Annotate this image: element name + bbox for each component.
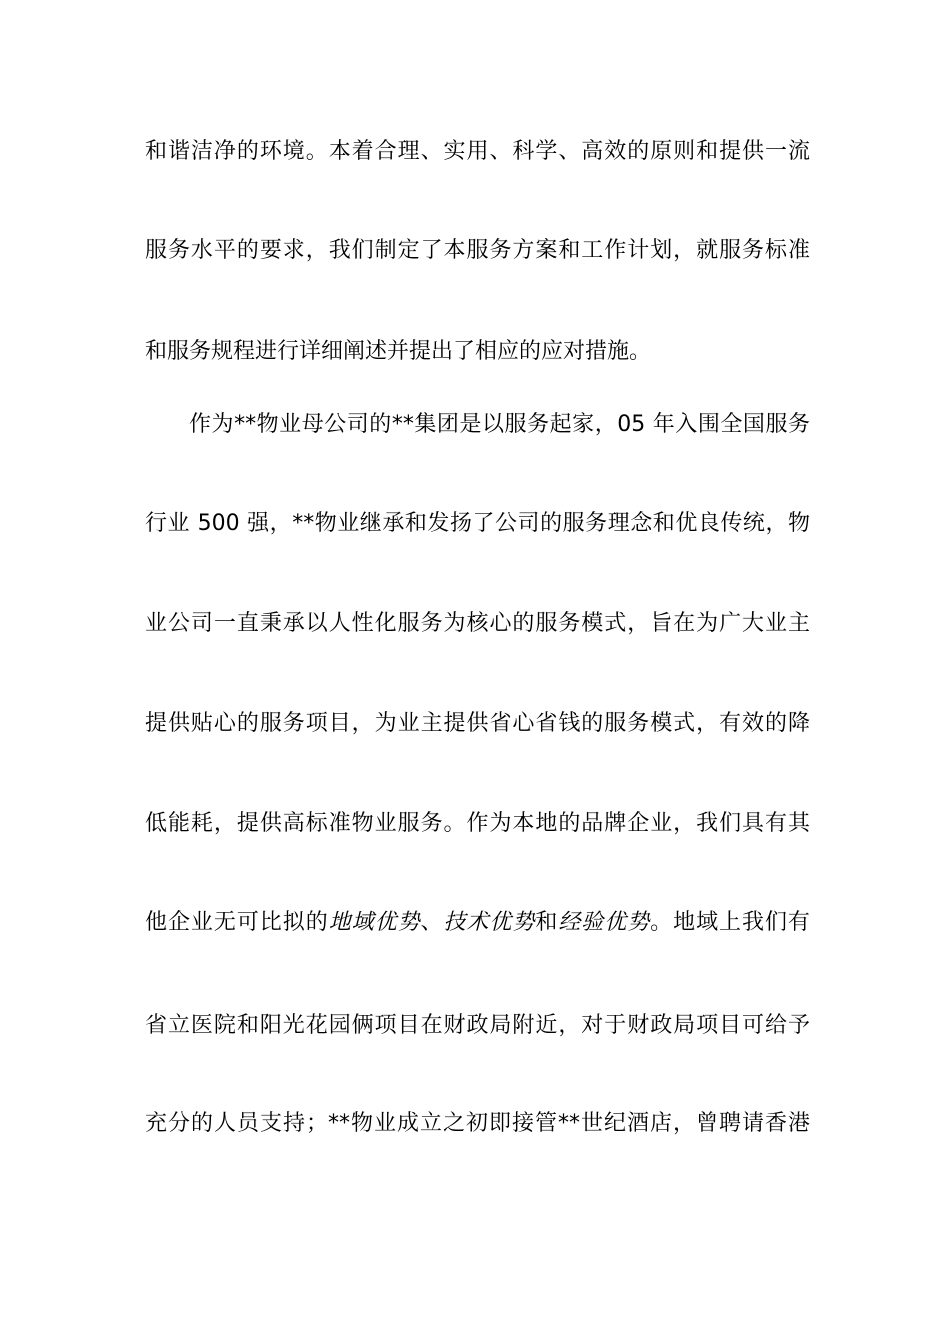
paragraph-line: 和服务规程进行详细阐述并提出了相应的应对措施。	[145, 339, 652, 364]
paragraph-line: 和谐洁净的环境。本着合理、实用、科学、高效的原则和提供一流	[145, 139, 810, 164]
paragraph-line: 省立医院和阳光花园俩项目在财政局附近，对于财政局项目可给予	[145, 1013, 810, 1038]
text-run: 。地域上我们有	[650, 910, 810, 935]
text-run: 他企业无可比拟的	[145, 910, 329, 935]
text-run: 和	[535, 910, 559, 935]
paragraph-line: 提供贴心的服务项目，为业主提供省心省钱的服务模式，有效的降	[145, 711, 810, 736]
paragraph-line: 行业 500 强，**物业继承和发扬了公司的服务理念和优良传统，物	[145, 511, 810, 536]
emphasis-text: 经验优势	[558, 910, 651, 935]
paragraph-line: 低能耗，提供高标准物业服务。作为本地的品牌企业，我们具有其	[145, 811, 810, 836]
paragraph-line	[145, 908, 810, 938]
paragraph-line: 服务水平的要求，我们制定了本服务方案和工作计划，就服务标准	[145, 238, 810, 263]
paragraph-first-line: 作为**物业母公司的**集团是以服务起家，05 年入围全国服务	[189, 412, 810, 437]
text-run: 、	[420, 910, 444, 935]
paragraph-line: 充分的人员支持；**物业成立之初即接管**世纪酒店，曾聘请香港	[145, 1111, 810, 1136]
emphasis-text: 技术优势	[443, 910, 536, 935]
emphasis-text: 地域优势	[328, 910, 421, 935]
paragraph-line: 业公司一直秉承以人性化服务为核心的服务模式，旨在为广大业主	[145, 611, 810, 636]
